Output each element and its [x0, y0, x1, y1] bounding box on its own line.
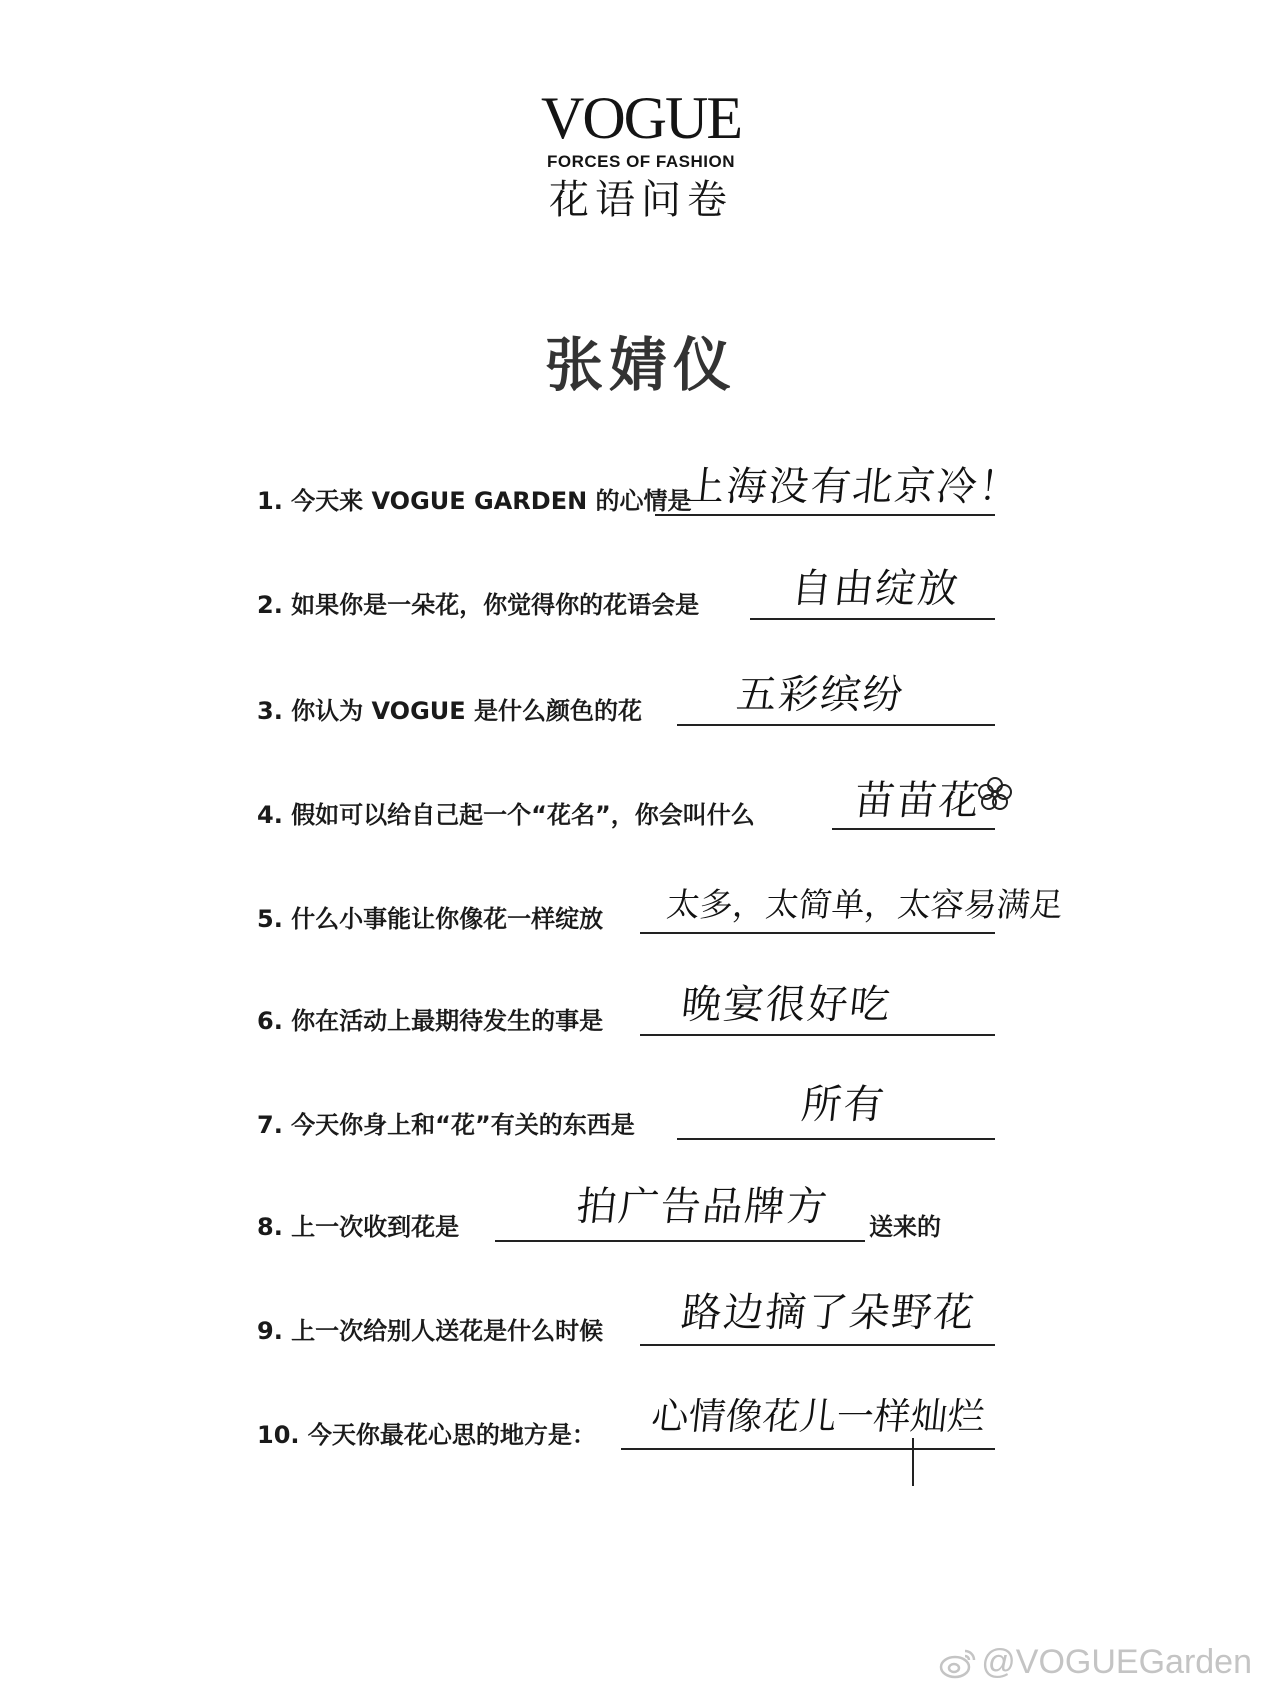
question-9: [257, 1288, 997, 1348]
question-answer: 拍广告品牌方: [574, 1184, 832, 1230]
answer-line: [621, 1448, 995, 1450]
question-prompt: 2. 如果你是一朵花，你觉得你的花语会是: [257, 591, 700, 619]
question-3: [257, 668, 997, 728]
answer-line: [640, 932, 995, 934]
answer-line: [655, 514, 995, 516]
watermark-text: @VOGUEGarden: [981, 1643, 1252, 1681]
question-1: [257, 458, 1024, 518]
question-answer: 苗苗花: [852, 778, 984, 824]
question-suffix: 送来的: [869, 1213, 941, 1241]
question-prompt: 5. 什么小事能让你像花一样绽放: [257, 905, 604, 933]
question-answer: 自由绽放: [789, 566, 963, 612]
question-prompt: 7. 今天你身上和“花”有关的东西是: [257, 1111, 635, 1139]
question-answer: 晚宴很好吃: [679, 982, 895, 1028]
question-prompt: 1. 今天来 VOGUE GARDEN 的心情是: [257, 487, 692, 515]
question-answer: 五彩缤纷: [734, 672, 908, 718]
question-prompt: 9. 上一次给别人送花是什么时候: [257, 1317, 604, 1345]
tagline: FORCES OF FASHION: [547, 152, 735, 171]
pen-stroke: [912, 1438, 914, 1486]
answer-line: [495, 1240, 865, 1242]
question-10: [257, 1392, 997, 1452]
weibo-icon: [939, 1647, 977, 1679]
question-answer: 心情像花儿一样灿烂: [649, 1395, 987, 1438]
question-prompt: 8. 上一次收到花是: [257, 1213, 460, 1241]
flower-icon: [975, 774, 1015, 814]
question-6: [257, 978, 997, 1038]
question-answer: 上海没有北京冷！: [682, 464, 1024, 510]
question-2: [257, 562, 997, 622]
answer-line: [677, 1138, 995, 1140]
question-8: [257, 1184, 997, 1244]
question-answer: 所有: [799, 1082, 889, 1128]
answer-line: [640, 1344, 995, 1346]
answer-line: [750, 618, 995, 620]
answer-line: [677, 724, 995, 726]
watermark: [939, 1643, 1252, 1682]
question-prompt: 6. 你在活动上最期待发生的事是: [257, 1007, 604, 1035]
question-answer: 路边摘了朵野花: [679, 1290, 979, 1336]
question-prompt: 3. 你认为 VOGUE 是什么颜色的花: [257, 697, 643, 725]
question-5: [257, 876, 1065, 936]
header: [0, 85, 1282, 225]
vogue-logo: VOGUE: [541, 85, 741, 151]
answer-line: [832, 828, 995, 830]
person-name: 张婧仪: [544, 331, 737, 399]
question-4: [257, 772, 997, 832]
answer-line: [640, 1034, 995, 1036]
question-prompt: 10. 今天你最花心思的地方是：: [257, 1421, 596, 1449]
question-7: [257, 1082, 997, 1142]
survey-title: 花语问卷: [549, 177, 733, 223]
question-prompt: 4. 假如可以给自己起一个“花名”，你会叫什么: [257, 801, 755, 829]
question-answer: 太多，太简单，太容易满足: [664, 885, 1065, 924]
